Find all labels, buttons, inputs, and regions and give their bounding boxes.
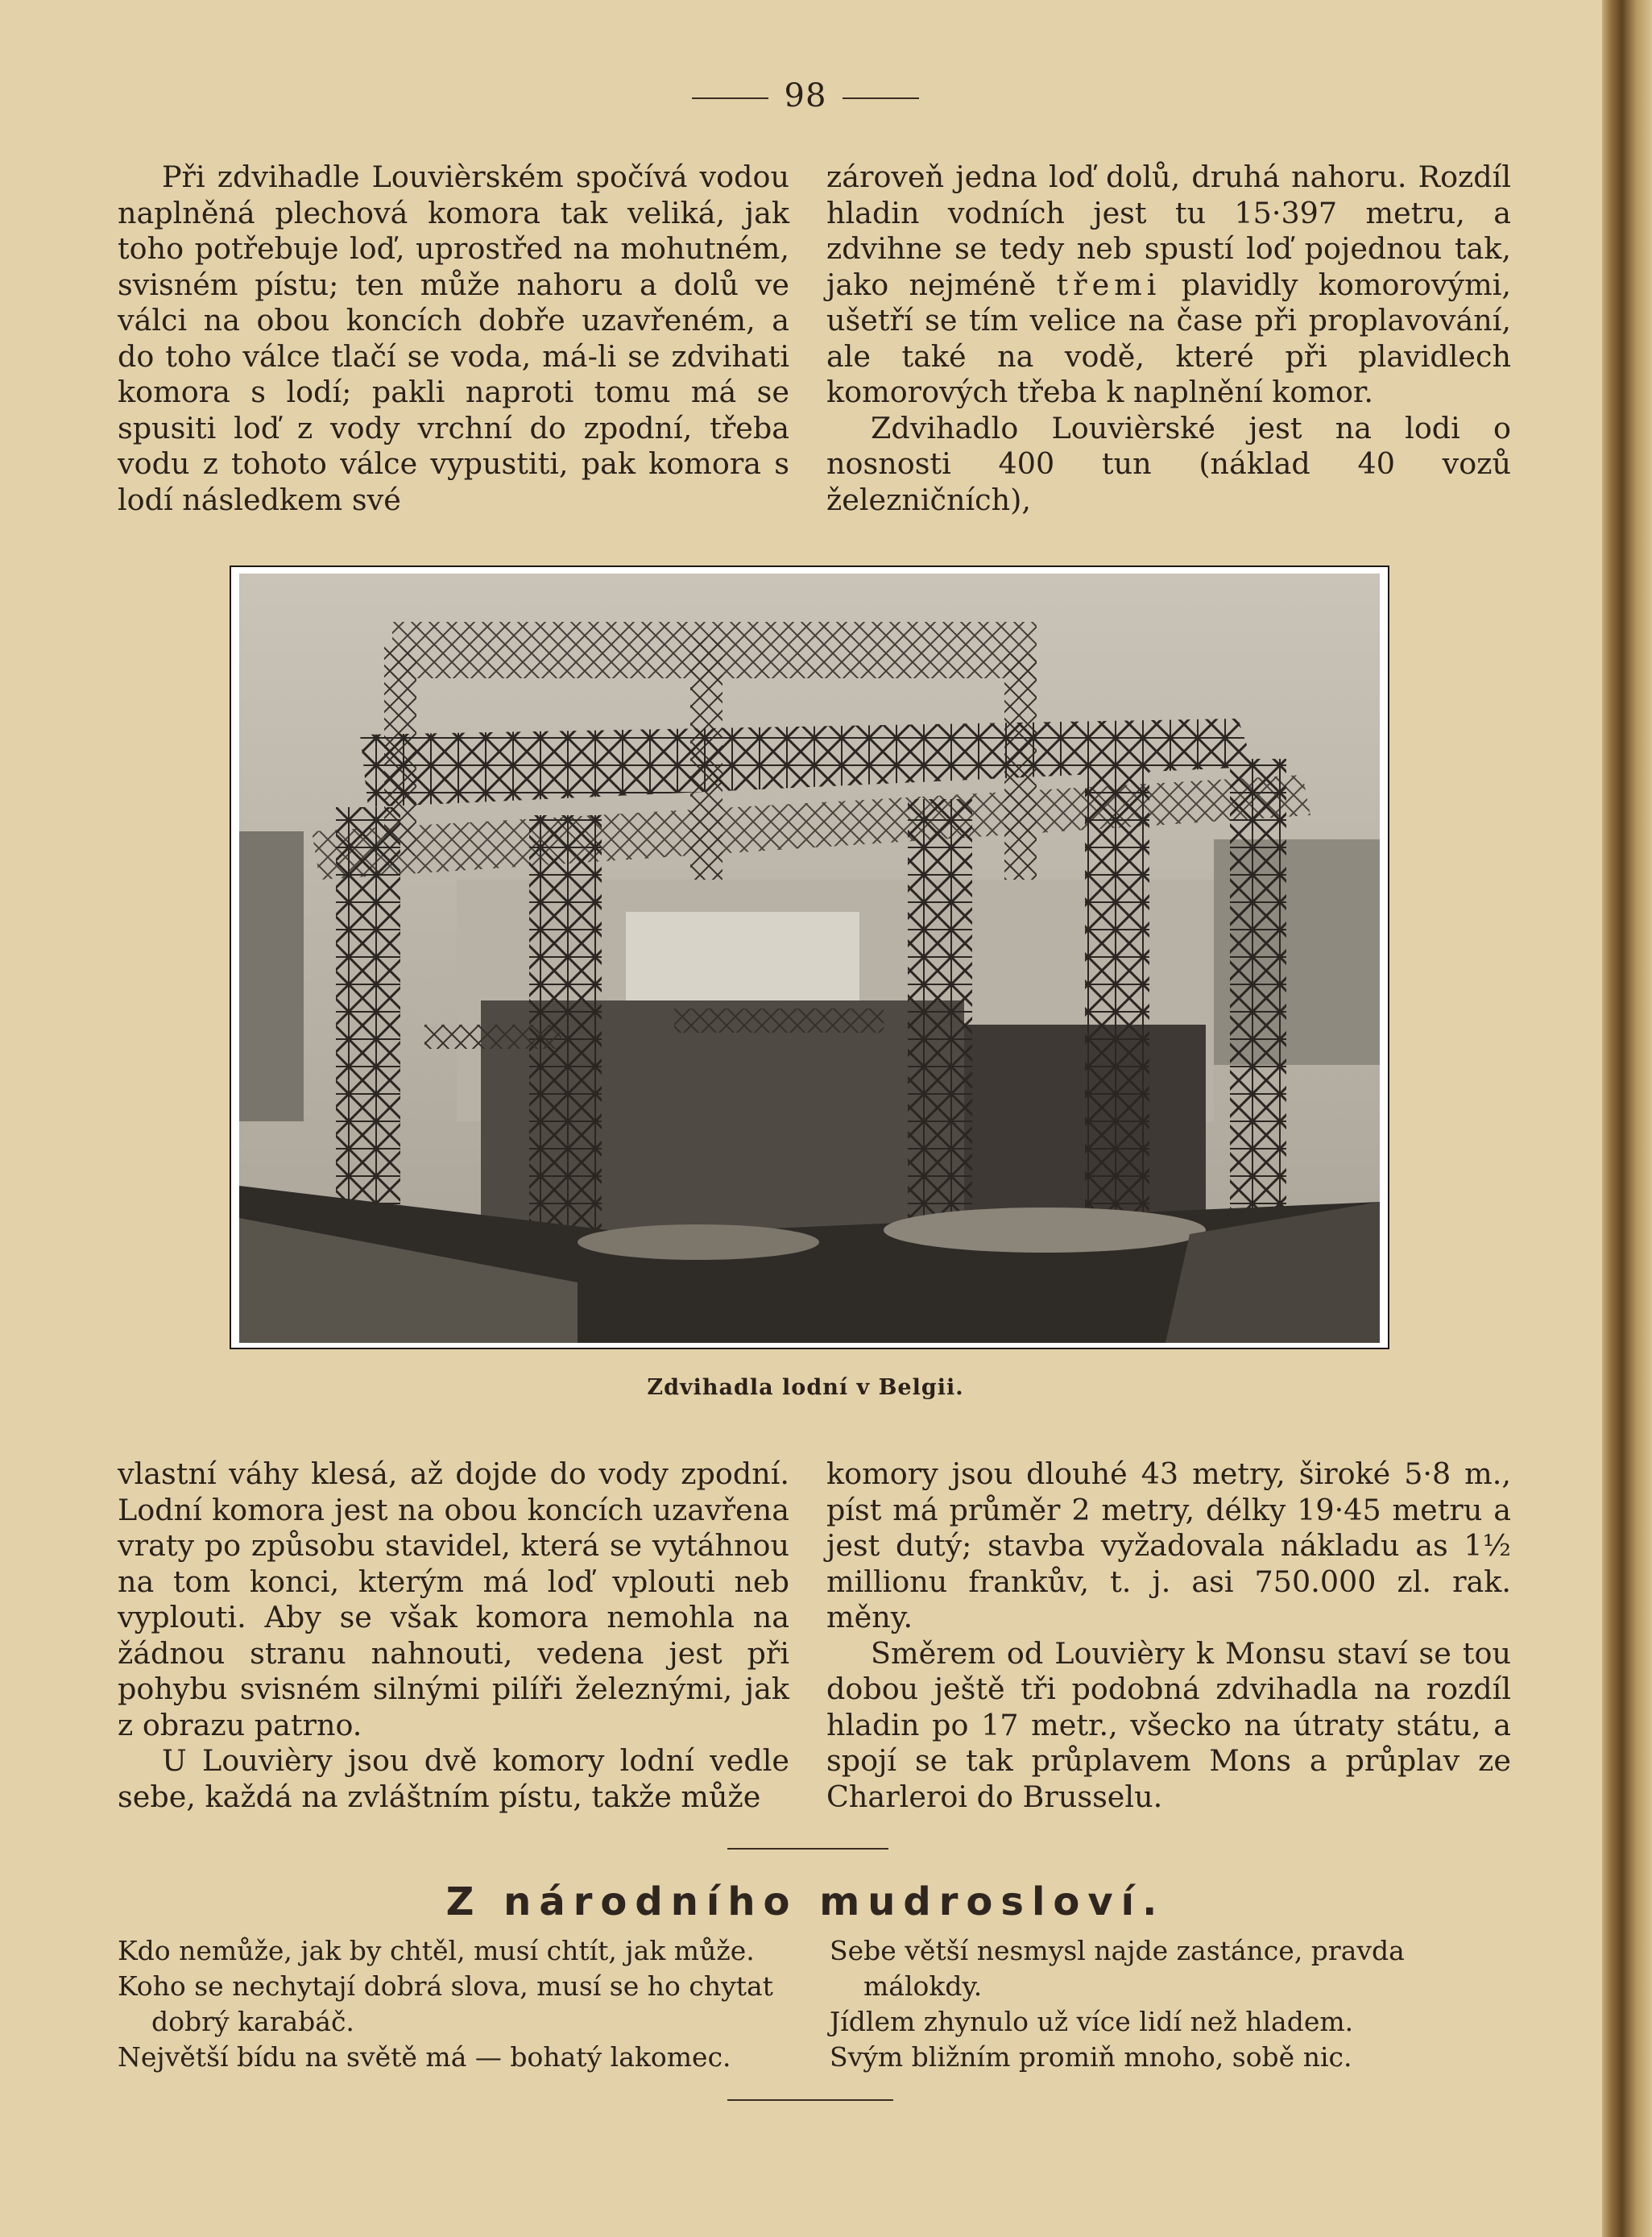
figure-frame: [230, 565, 1389, 1349]
header-rule-left: [692, 97, 768, 99]
page-header: [0, 77, 1611, 114]
column-bottom-left: [118, 1456, 789, 1815]
proverbs-left-column: [118, 1933, 810, 2075]
proverb-line: Jídlem zhynulo už více lidí než hladem.: [830, 2006, 1354, 2037]
column-bottom-right: [826, 1456, 1511, 1815]
section-divider-bottom: [727, 2099, 893, 2101]
paragraph: U Louvièry jsou dvě komory lodní vedle sebe, každá na zvláštním pístu, takže může: [118, 1743, 789, 1814]
paragraph: Při zdvihadle Louvièrském spočívá vodou naplněná plechová komora tak veliká, jak toho potřebuje loď, uprostřed na mohutném, svisném pístu; ten může nahoru a dolů ve válci na obou koncích dobře uzavřeném, a do toho válce tlačí se voda, má-li se zdvihati komora s lodí; pakli naproti tomu má se spusiti loď z vody vrchní do zpodní, třeba vodu z tohoto válce vypustiti, pak komora s lodí následkem své: [118, 159, 789, 517]
proverb-line: Koho se nechytají dobrá slova, musí se ho chytat: [118, 1970, 773, 2002]
section-title: Z národního mudrosloví.: [445, 1879, 1166, 1924]
proverb-line: málokdy.: [863, 1970, 983, 2002]
column-top-left: [118, 159, 789, 518]
paragraph: vlastní váhy klesá, až dojde do vody zpodní. Lodní komora jest na obou koncích uzavřena vraty po způsobu stavidel, která se vytáhnou na tom konci, kterým má loď vplouti neb vyplouti. Aby se však komora nemohla na žádnou stranu nahnouti, vedena jest při pohybu svisném silnými pilíři železnými, jak z obrazu patrno.: [118, 1456, 789, 1742]
figure-caption: Zdvihadla lodní v Belgii.: [647, 1375, 964, 1400]
paragraph: komory jsou dlouhé 43 metry, široké 5·8 m., píst má průměr 2 metry, délky 19·45 metru a jest dutý; stavba vyžadovala nákladu as 1½ millionu frankův, t. j. asi 750.000 zl. rak. měny.: [826, 1456, 1511, 1634]
page-number: 98: [784, 77, 827, 114]
proverb-line: dobrý karabáč.: [151, 2006, 354, 2037]
section-divider-top: [727, 1848, 888, 1850]
paragraph: zároveň jedna loď dolů, druhá nahoru. Rozdíl hladin vodních jest tu 15·397 metru, a zdvihne se tedy neb spustí loď pojednou tak, jako nejméně třemi plavidly komorovými, ušetří se tím velice na čase při proplavování, ale také na vodě, které při plavidlech komorových třeba k naplnění komor.: [826, 159, 1512, 409]
ship-lift-photo: [239, 574, 1380, 1343]
paragraph: Směrem od Louvièry k Monsu staví se tou dobou ještě tři podobná zdvihadla na rozdíl hladin po 17 metr., všecko na útraty státu, a spojí se tak průplavem Mons a průplav ze Charleroi do Brusselu.: [826, 1635, 1511, 1814]
emphasis-spaced: třemi: [1056, 267, 1161, 302]
proverb-line: Svým bližním promiň mnoho, sobě nic.: [830, 2041, 1352, 2073]
proverb-line: Největší bídu na světě má — bohatý lakomec.: [118, 2041, 731, 2073]
column-top-right: [826, 159, 1511, 518]
paragraph: Zdvihadlo Louvièrské jest na lodi o nosnosti 400 tun (náklad 40 vozů železničních),: [826, 410, 1511, 517]
proverbs-right-column: [830, 1933, 1514, 2075]
proverb-line: Sebe větší nesmysl najde zastánce, pravda: [830, 1935, 1405, 1966]
proverb-line: Kdo nemůže, jak by chtěl, musí chtít, jak může.: [118, 1935, 755, 1966]
header-rule-right: [843, 97, 919, 99]
